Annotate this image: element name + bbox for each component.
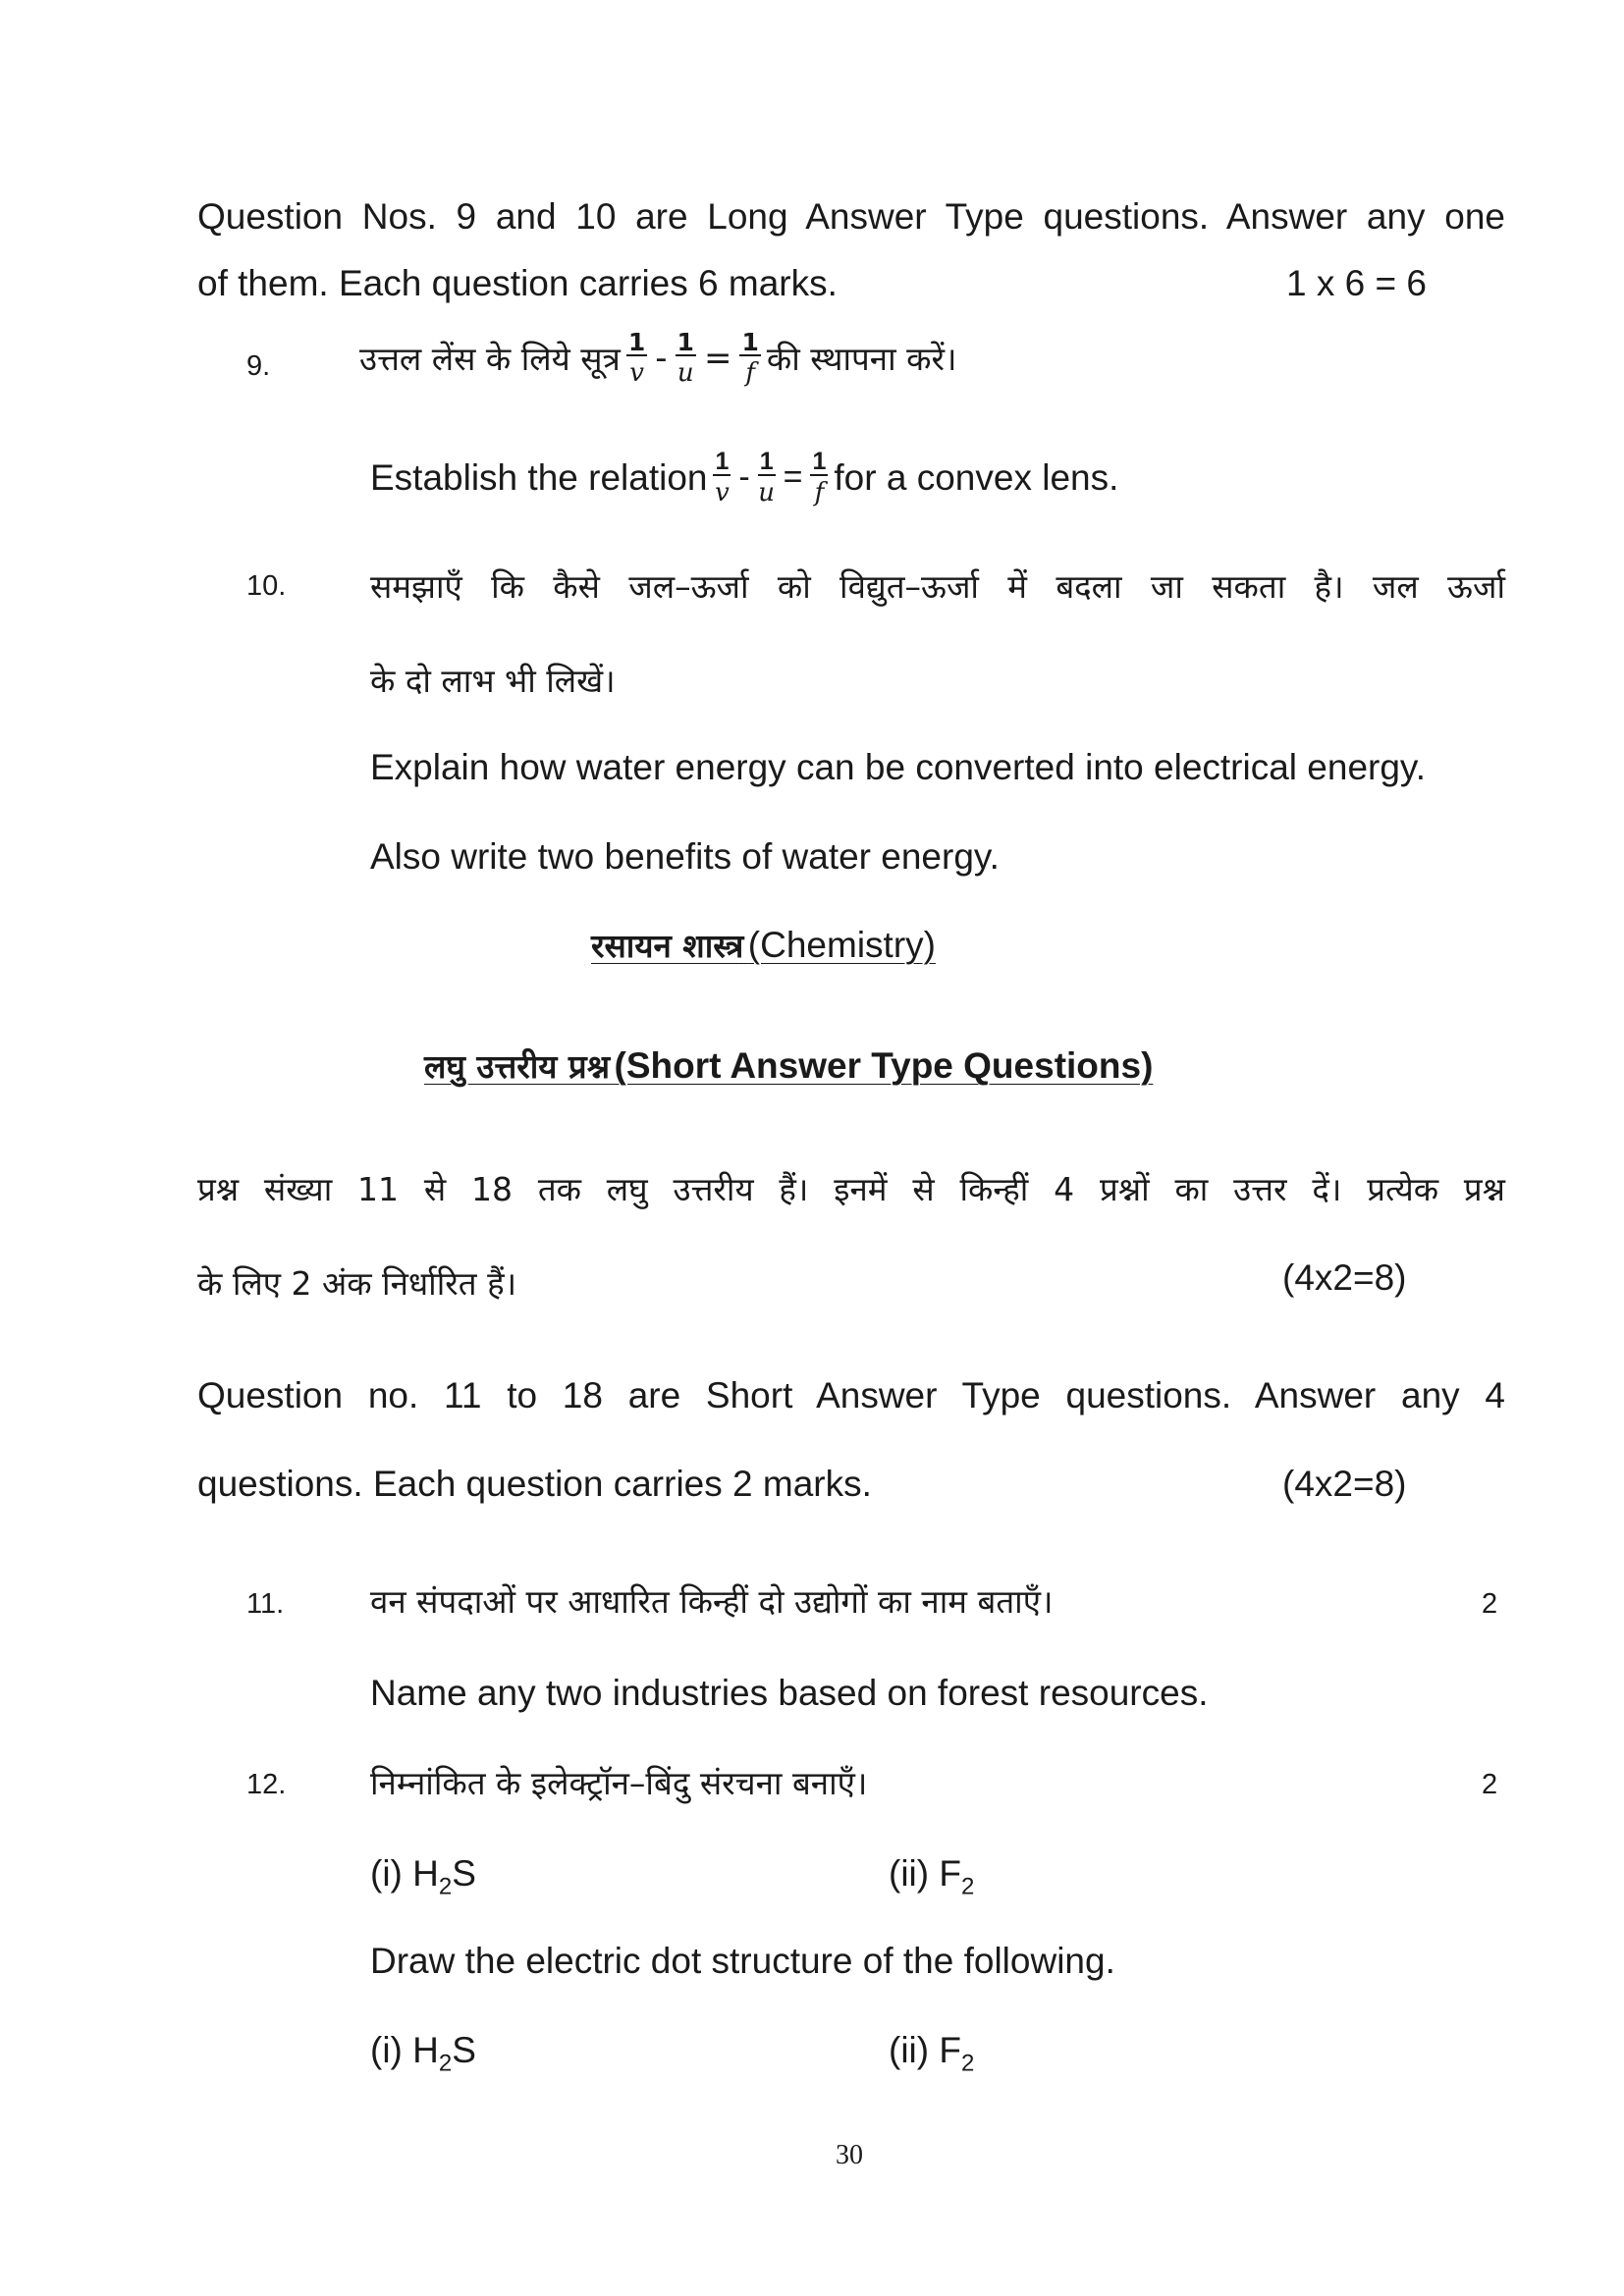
long-answer-instruction-line2: of them. Each question carries 6 marks. bbox=[197, 263, 838, 303]
question-12-option-2-english: (ii) $F_2$ bbox=[889, 2030, 975, 2077]
question-11-english: Name any two industries based on forest resources. bbox=[370, 1673, 1209, 1713]
question-11-marks: 2 bbox=[1482, 1588, 1498, 1620]
question-9-english bbox=[370, 450, 1118, 506]
question-11-number: 11. bbox=[246, 1588, 285, 1620]
formula-fraction-1-over-f: $\frac{1}{f}$ bbox=[741, 328, 759, 388]
formula-equals: = bbox=[783, 458, 803, 496]
question-9-hindi bbox=[359, 330, 956, 386]
question-10-hindi-line2: के दो लाभ भी लिखें। bbox=[370, 662, 616, 700]
short-answer-marks-hindi: (4x2=8) bbox=[1282, 1257, 1407, 1298]
page-number: 30 bbox=[836, 2140, 863, 2170]
question-12-option-2-hindi: (ii) $F_2$ bbox=[889, 1853, 975, 1900]
subsection-title-hindi: लघु उत्तरीय प्रश्न bbox=[424, 1047, 611, 1086]
question-10-number: 10. bbox=[246, 570, 287, 602]
question-12-marks: 2 bbox=[1482, 1769, 1498, 1800]
question-12-option-1-hindi: (i) $H_2S$ bbox=[370, 1853, 476, 1900]
question-12-hindi: निम्नांकित के इलेक्ट्रॉन–बिंदु संरचना बनाएँ। bbox=[370, 1764, 868, 1802]
question-12-english: Draw the electric dot structure of the following. bbox=[370, 1941, 1115, 1981]
question-9-english-text-after: for a convex lens. bbox=[834, 456, 1119, 498]
question-9-english-text-before: Establish the relation bbox=[370, 456, 708, 498]
section-title-english: (Chemistry) bbox=[747, 925, 936, 965]
short-answer-instruction-hindi-line2: के लिए 2 अंक निर्धारित हैं। bbox=[197, 1264, 517, 1303]
formula-fraction-1-over-f: $\frac{1}{f}$ bbox=[812, 448, 827, 507]
question-10-hindi-line1: समझाएँ कि कैसे जल–ऊर्जा को विद्युत–ऊर्जा में बदला जा सकता है। जल ऊर्जा bbox=[370, 567, 1505, 606]
question-9-number: 9. bbox=[246, 350, 271, 382]
question-9-hindi-text-before: उत्तल लेंस के लिये सूत्र bbox=[359, 340, 621, 378]
formula-fraction-1-over-u: $\frac{1}{u}$ bbox=[677, 328, 694, 388]
subsection-title-short-answer bbox=[424, 1043, 1153, 1088]
question-9-hindi-text-after: की स्थापना करें। bbox=[766, 340, 957, 378]
short-answer-instruction-english-line1: Question no. 11 to 18 are Short Answer Type questions. Answer any 4 bbox=[197, 1375, 1505, 1415]
section-title-chemistry bbox=[591, 923, 936, 967]
subsection-title-english: (Short Answer Type Questions) bbox=[614, 1045, 1154, 1086]
question-12-number: 12. bbox=[246, 1769, 287, 1800]
formula-fraction-1-over-v: $\frac{1}{v}$ bbox=[715, 448, 730, 507]
short-answer-instruction-english-line2: questions. Each question carries 2 marks. bbox=[197, 1464, 872, 1504]
long-answer-instruction-line1: Question Nos. 9 and 10 are Long Answer Type questions. Answer any one bbox=[197, 196, 1505, 237]
formula-fraction-1-over-u: $\frac{1}{u}$ bbox=[758, 448, 776, 507]
short-answer-marks-english: (4x2=8) bbox=[1282, 1464, 1407, 1504]
question-12-option-1-english: (i) $H_2S$ bbox=[370, 2030, 476, 2077]
question-10-english-line1: Explain how water energy can be converted into electrical energy. bbox=[370, 747, 1426, 787]
formula-equals: = bbox=[703, 338, 732, 378]
formula-fraction-1-over-v: $\frac{1}{v}$ bbox=[627, 328, 646, 388]
formula-minus: - bbox=[655, 338, 668, 378]
section-title-hindi: रसायन शास्त्र bbox=[591, 927, 744, 965]
formula-minus: - bbox=[738, 458, 750, 496]
question-11-hindi: वन संपदाओं पर आधारित किन्हीं दो उद्योगों का नाम बताएँ। bbox=[370, 1582, 1054, 1621]
long-answer-marks: 1 x 6 = 6 bbox=[1286, 263, 1427, 303]
short-answer-instruction-hindi-line1: प्रश्न संख्या 11 से 18 तक लघु उत्तरीय हैं। इनमें से किन्हीं 4 प्रश्नों का उत्तर दें। प्रत्येक प्रश्न bbox=[197, 1170, 1505, 1208]
question-10-english-line2: Also write two benefits of water energy. bbox=[370, 836, 1000, 877]
